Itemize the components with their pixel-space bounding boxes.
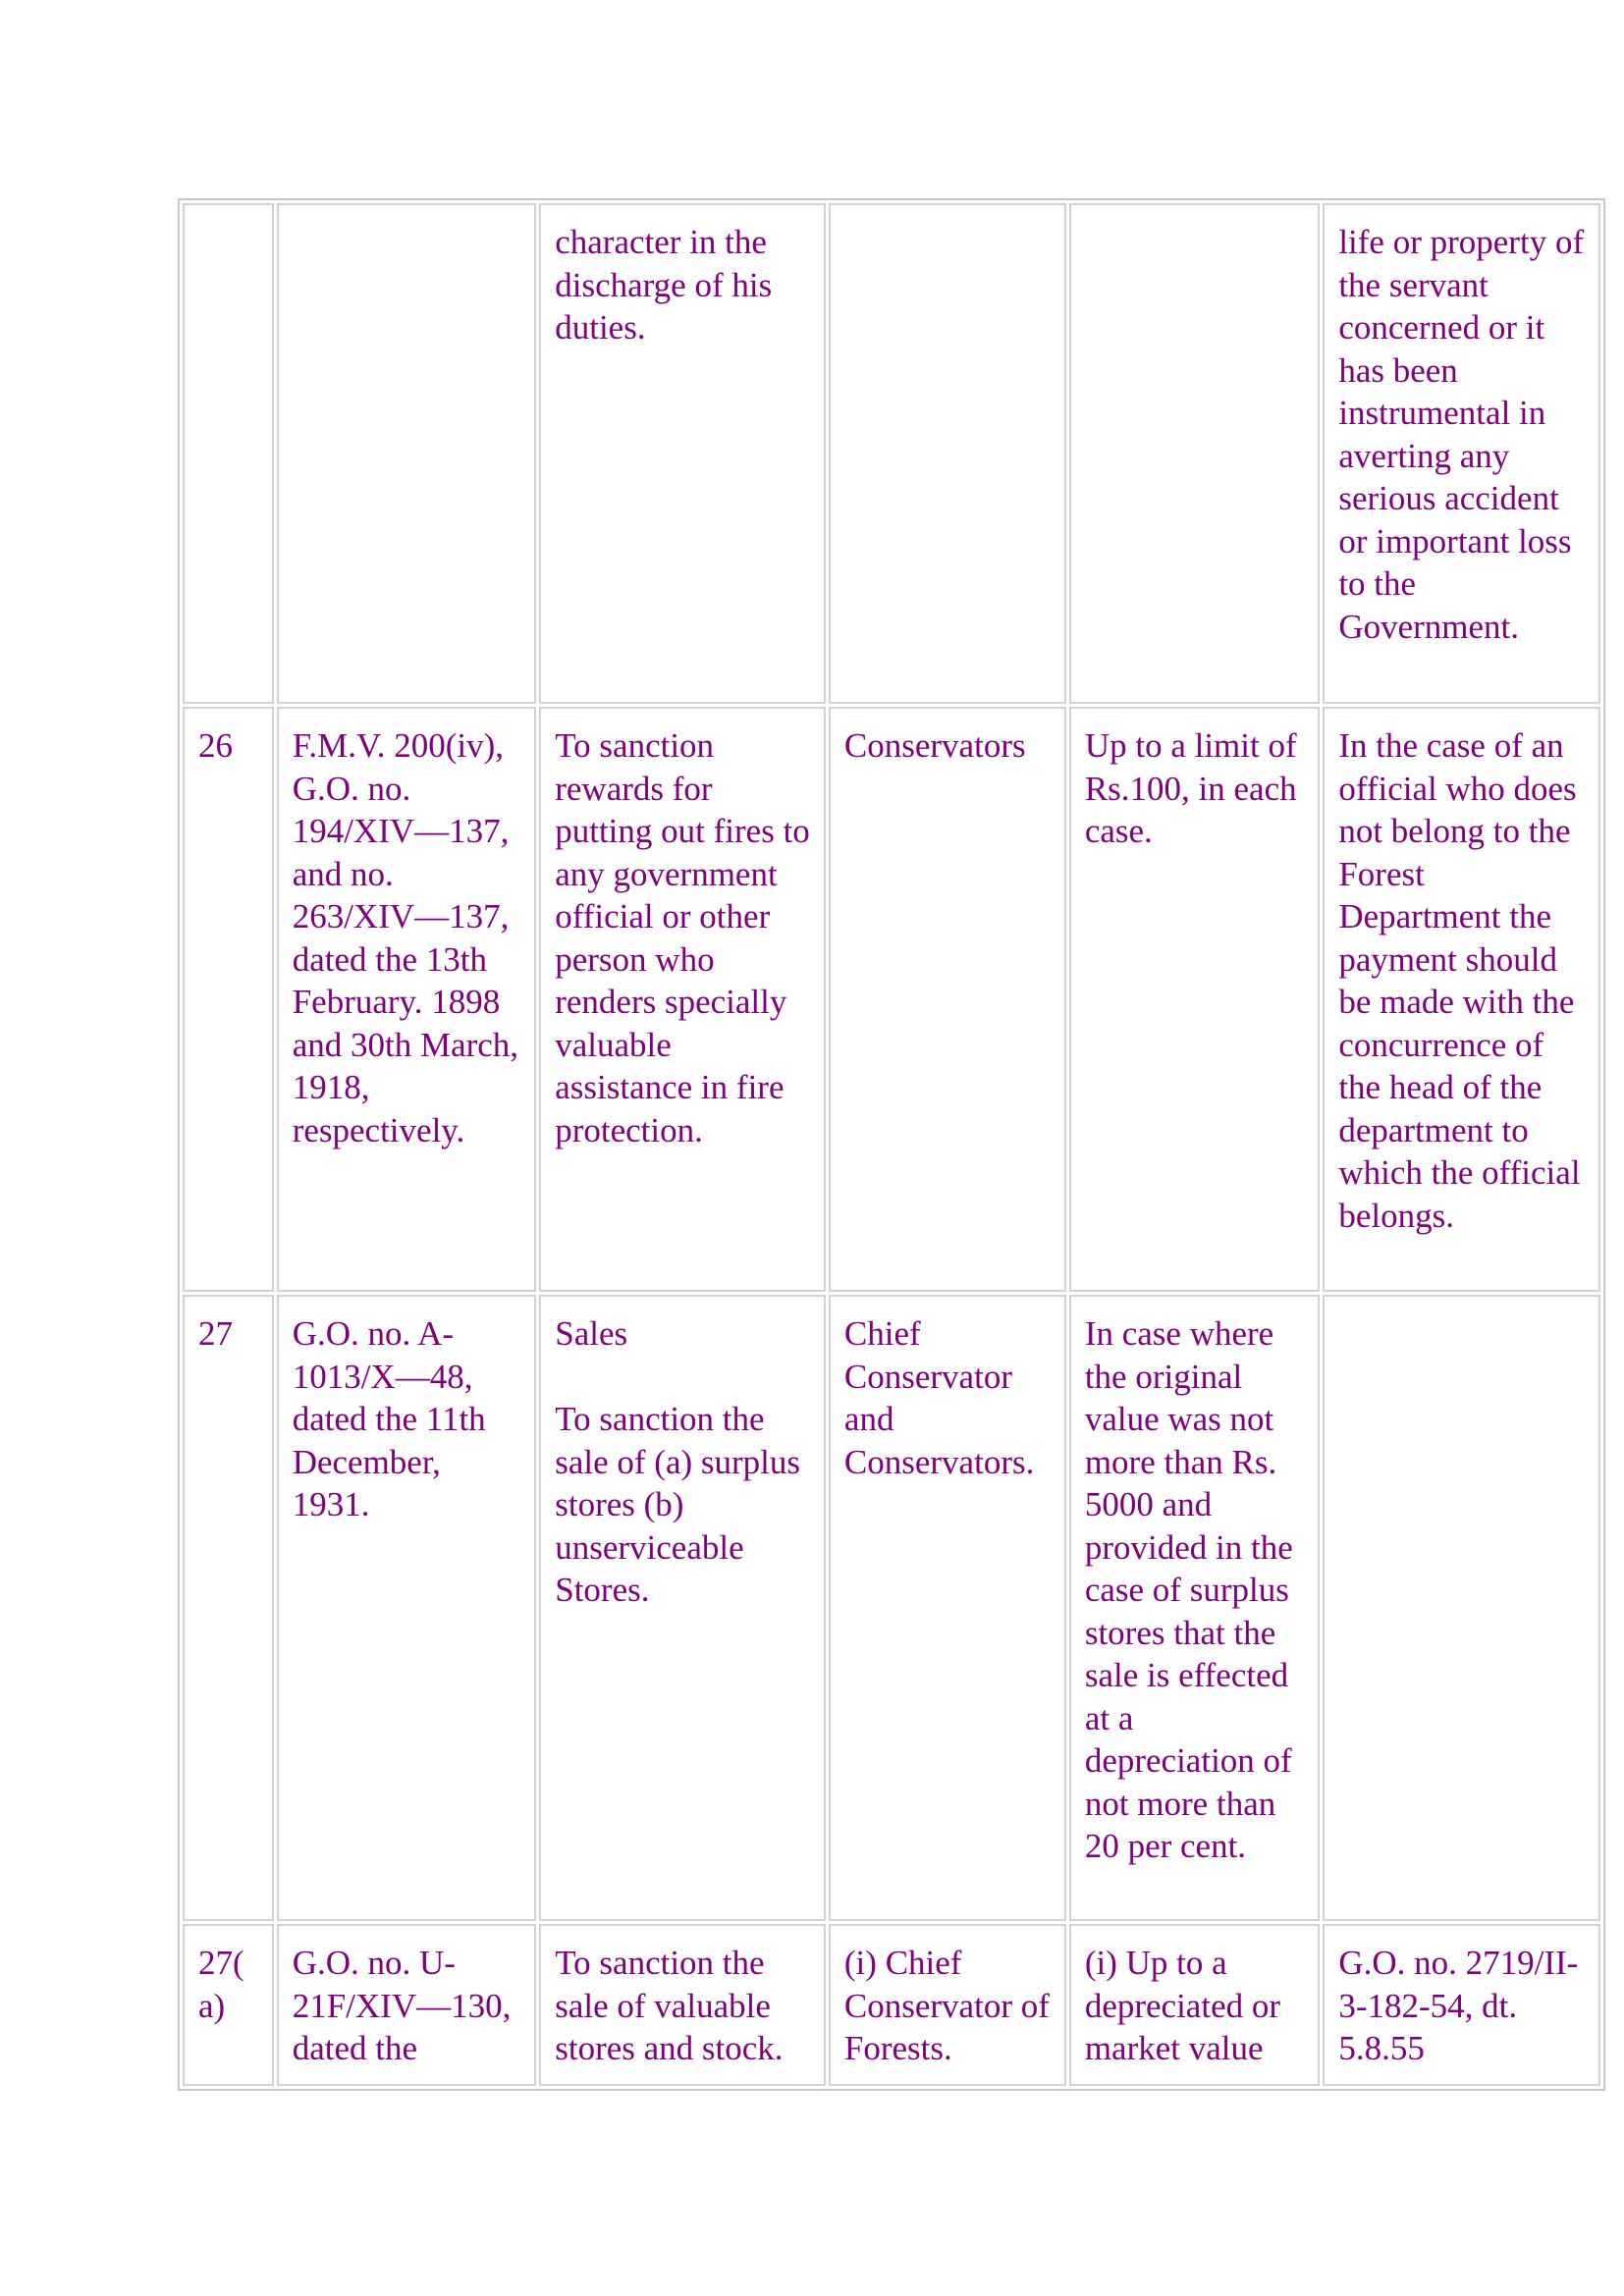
delegation-table	[178, 198, 1605, 2091]
nature-of-power-cell	[539, 1295, 826, 1921]
officer-text: (i) Chief Conservator of Forests.	[843, 1944, 1050, 2067]
nature-of-power-text: Sales To sanction the sale of (a) surplus stores (b) unserviceable Stores.	[555, 1314, 801, 1609]
authority-text: G.O. no. A-1013/X—48, dated the 11th December, 1931.	[292, 1314, 486, 1523]
remarks-cell	[1323, 203, 1600, 704]
extent-cell	[1069, 1924, 1321, 2086]
row-number: 26	[198, 726, 233, 765]
nature-of-power-text: To sanction rewards for putting out fires to any government official or other person who renders specially valuable assistance in fire protection.	[555, 726, 810, 1149]
remarks-text: G.O. no. 2719/II-3-182-54, dt. 5.8.55	[1338, 1944, 1579, 2067]
table-row	[183, 1924, 1600, 2086]
extent-cell	[1069, 203, 1321, 704]
authority-cell	[277, 1295, 537, 1921]
extent-cell	[1069, 1295, 1321, 1921]
nature-of-power-cell	[539, 1924, 826, 2086]
extent-text: In case where the original value was not more than Rs. 5000 and provided in the case of surplus stores that the sale is effected at a depreciation of not more than 20 per cent.	[1084, 1314, 1293, 1865]
officer-text: Conservators	[843, 726, 1026, 765]
row-number-cell	[183, 1295, 274, 1921]
extent-cell	[1069, 707, 1321, 1292]
row-number: 27(a)	[198, 1944, 244, 2025]
nature-of-power-cell	[539, 203, 826, 704]
remarks-cell	[1323, 707, 1600, 1292]
extent-text: (i) Up to a depreciated or market value	[1084, 1944, 1281, 2067]
authority-cell	[277, 707, 537, 1292]
remarks-cell	[1323, 1924, 1600, 2086]
extent-text: Up to a limit of Rs.100, in each case.	[1084, 726, 1297, 850]
officer-cell	[829, 203, 1066, 704]
nature-of-power-text: character in the discharge of his duties.	[555, 223, 773, 347]
remarks-cell	[1323, 1295, 1600, 1921]
officer-cell	[829, 1295, 1066, 1921]
row-number-cell	[183, 707, 274, 1292]
row-number-cell	[183, 1924, 274, 2086]
authority-text: F.M.V. 200(iv), G.O. no. 194/XIV—137, and no. 263/XIV—137, dated the 13th February. 1898 and 30th March, 1918, respectively.	[292, 726, 519, 1149]
authority-text: G.O. no. U-21F/XIV—130, dated the	[292, 1944, 512, 2067]
authority-cell	[277, 203, 537, 704]
officer-cell	[829, 1924, 1066, 2086]
row-number-cell	[183, 203, 274, 704]
officer-cell	[829, 707, 1066, 1292]
table-row	[183, 1295, 1600, 1921]
officer-text: Chief Conservator and Conservators.	[843, 1314, 1035, 1481]
remarks-text: In the case of an official who does not belong to the Forest Department the payment should be made with the concurrence of the head of the department to which the official belongs.	[1338, 726, 1581, 1235]
remarks-text: life or property of the servant concerned or it has been instrumental in averting any serious accident or important loss to the Government.	[1338, 223, 1585, 646]
nature-of-power-cell	[539, 707, 826, 1292]
row-number: 27	[198, 1314, 233, 1353]
table-row	[183, 707, 1600, 1292]
authority-cell	[277, 1924, 537, 2086]
nature-of-power-text: To sanction the sale of valuable stores and stock.	[555, 1944, 784, 2067]
table-row	[183, 203, 1600, 704]
